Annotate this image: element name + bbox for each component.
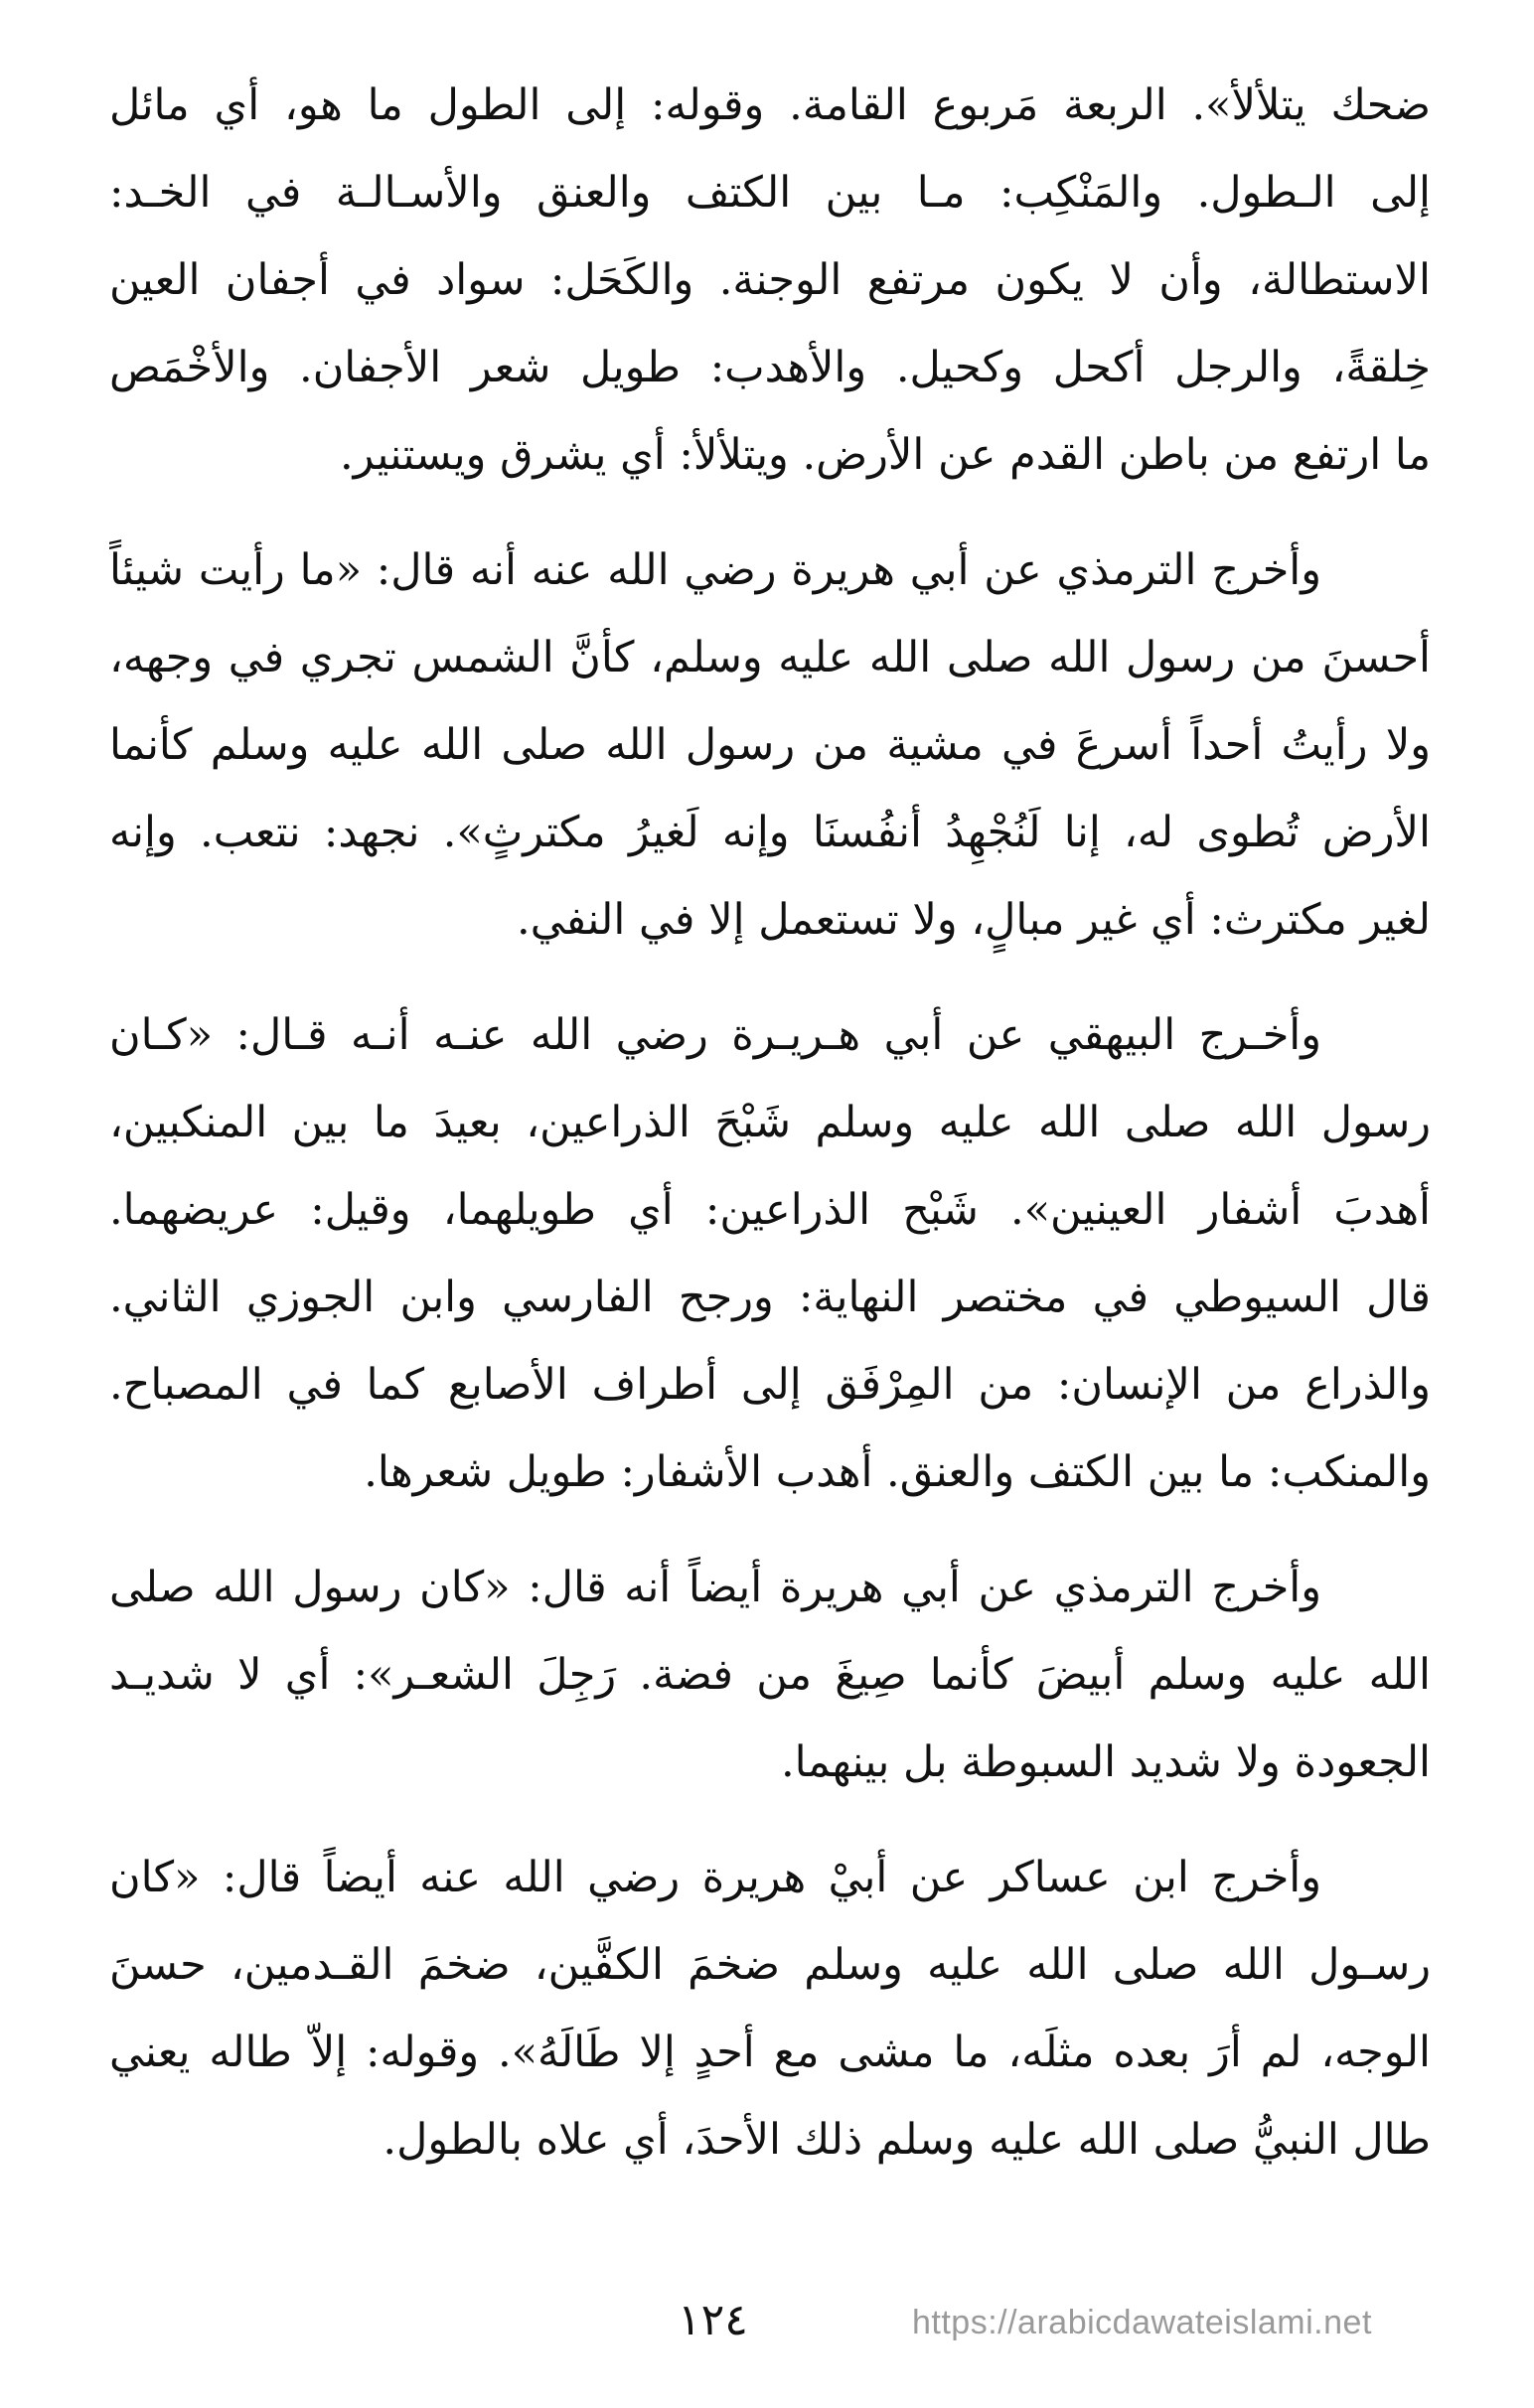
text-line: لغير مكترث: أي غير مبالٍ، ولا تستعمل إلا في النفي. [517,895,1431,945]
text-line: والذراع من الإنسان: من المِرْفَق إلى أطراف الأصابع كما في المصباح. [109,1360,1431,1410]
paragraph-1 [109,62,1431,499]
text-line: ولا رأيتُ أحداً أسرعَ في مشية من رسول الله صلى الله عليه وسلم كأنما [109,720,1431,770]
text-line: إلى الـطول. والمَنْكِب: مـا بين الكتف والعنق والأسـالـة في الخـد: [109,168,1431,218]
text-line: الأرض تُطوى له، إنا لَنُجْهِدُ أنفُسنَا وإنه لَغيرُ مكترثٍ». نجهد: نتعب. وإنه [109,808,1431,857]
text-line: الوجه، لم أرَ بعده مثلَه، ما مشى مع أحدٍ إلا طَالَهُ». وقوله: إلاّ طاله يعني [109,2028,1431,2077]
text-line: وأخرج الترمذي عن أبي هريرة أيضاً أنه قال: «كان رسول الله صلى [109,1563,1321,1612]
text-line: الجعودة ولا شديد السبوطة بل بينهما. [781,1737,1431,1787]
text-line: وأخرج ابن عساكر عن أبيْ هريرة رضي الله عنه أيضاً قال: «كان [109,1853,1321,1902]
page-footer [0,2285,1534,2364]
text-line: أهدبَ أشفار العينين». شَبْح الذراعين: أي طويلهما، وقيل: عريضهما. [109,1185,1431,1235]
text-line: قال السيوطي في مختصر النهاية: ورجح الفارسي وابن الجوزي الثاني. [109,1273,1431,1322]
paragraph-2 [109,527,1431,964]
page-body [109,62,1431,2207]
paragraph-3 [109,991,1431,1516]
paragraph-4 [109,1544,1431,1806]
text-line: الله عليه وسلم أبيضَ كأنما صِيغَ من فضة. رَجِلَ الشعـر»: أي لا شديـد [109,1650,1431,1700]
watermark-url: https://arabicdawateislami.net [912,2304,1372,2341]
text-line: وأخرج الترمذي عن أبي هريرة رضي الله عنه أنه قال: «ما رأيت شيئاً [109,545,1321,595]
text-line: ما ارتفع من باطن القدم عن الأرض. ويتلألأ: أي يشرق ويستنير. [339,430,1431,480]
text-line: ضحك يتلألأ». الربعة مَربوع القامة. وقوله: إلى الطول ما هو، أي مائل [109,80,1431,130]
text-line: طال النبيُّ صلى الله عليه وسلم ذلك الأحدَ، أي علاه بالطول. [383,2115,1431,2165]
text-line: وأخـرج البيهقي عن أبي هـريـرة رضي الله عنـه أنـه قـال: «كـان [109,1010,1321,1060]
text-line: رسول الله صلى الله عليه وسلم شَبْحَ الذراعين، بعيدَ ما بين المنكبين، [109,1098,1431,1147]
page-number: ١٢٤ [678,2295,748,2345]
text-line: أحسنَ من رسول الله صلى الله عليه وسلم، كأنَّ الشمس تجري في وجهه، [109,633,1431,682]
text-line: خِلقةً، والرجل أكحل وكحيل. والأهدب: طويل شعر الأجفان. والأخْمَص [109,343,1431,392]
text-line: رسـول الله صلى الله عليه وسلم ضخمَ الكفَّين، ضخمَ القـدمين، حسنَ [109,1940,1431,1990]
text-line: الاستطالة، وأن لا يكون مرتفع الوجنة. والكَحَل: سواد في أجفان العين [109,255,1431,305]
text-line: والمنكب: ما بين الكتف والعنق. أهدب الأشفار: طويل شعرها. [364,1447,1431,1497]
paragraph-5 [109,1834,1431,2183]
